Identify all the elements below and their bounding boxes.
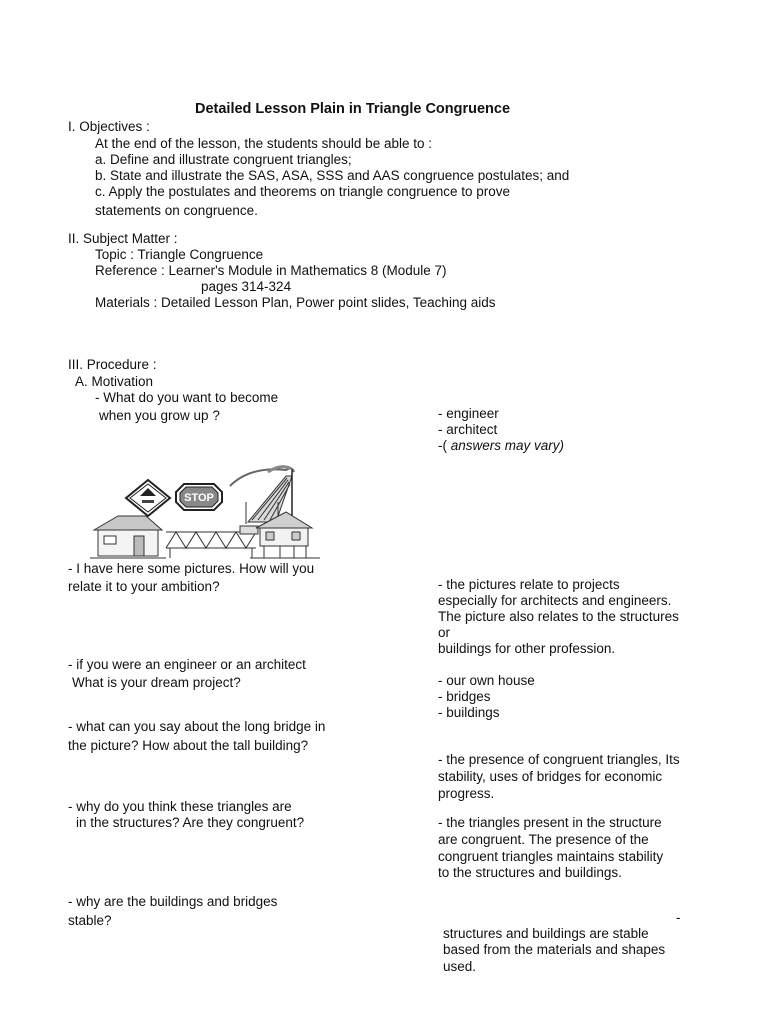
subject-pages: pages 314-324 [201, 279, 292, 294]
warning-sign-icon [126, 480, 170, 516]
objective-c: c. Apply the postulates and theorems on triangle congruence to prove [95, 184, 511, 199]
subject-topic: Topic : Triangle Congruence [95, 247, 264, 262]
student-line: congruent triangles maintains stability [438, 849, 664, 864]
student-line: to the structures and buildings. [438, 865, 622, 880]
student-line: buildings for other profession. [438, 641, 616, 656]
teacher-line: - why do you think these triangles are [68, 799, 292, 814]
objective-b: b. State and illustrate the SAS, ASA, SSS and AAS congruence postulates; and [95, 168, 570, 183]
subject-materials: Materials : Detailed Lesson Plan, Power point slides, Teaching aids [95, 295, 496, 310]
truss-bridge-icon [166, 526, 258, 558]
student-line: structures and buildings are stable [443, 926, 649, 941]
house-icon [90, 516, 166, 558]
student-line: The picture also relates to the structures [438, 609, 679, 624]
procedure-heading: III. Procedure : [68, 357, 157, 372]
stop-sign-icon [176, 484, 222, 510]
objective-c-continued: statements on congruence. [95, 203, 258, 218]
student-line: - [676, 910, 681, 925]
student-line: - the pictures relate to projects [438, 577, 620, 592]
student-line: - engineer [438, 406, 499, 421]
page-title: Detailed Lesson Plain in Triangle Congruence [195, 101, 511, 117]
student-line: especially for architects and engineers. [438, 593, 672, 608]
student-line: -( answers may vary) [438, 438, 565, 453]
student-line: used. [443, 959, 477, 974]
student-line: or [438, 625, 451, 640]
teacher-line: - if you were an engineer or an architect [68, 657, 306, 672]
teacher-line: relate it to your ambition? [68, 579, 220, 594]
teacher-line: in the structures? Are they congruent? [76, 815, 305, 830]
student-line: - the presence of congruent triangles, Its [438, 752, 680, 767]
student-line: stability, uses of bridges for economic [438, 769, 663, 784]
stop-sign-text: STOP [184, 492, 214, 504]
teacher-line: - why are the buildings and bridges [68, 894, 278, 909]
objective-a: a. Define and illustrate congruent triangles; [95, 152, 352, 167]
teacher-line: when you grow up ? [99, 408, 220, 423]
student-line: - bridges [438, 689, 491, 704]
teacher-line: - What do you want to become [95, 390, 279, 405]
student-line: - the triangles present in the structure [438, 815, 662, 830]
student-line: - our own house [438, 673, 535, 688]
objectives-intro: At the end of the lesson, the students should be able to : [95, 136, 432, 151]
teacher-line: - what can you say about the long bridge in [68, 719, 326, 734]
student-note-italic: answers may vary) [450, 438, 565, 453]
structures-illustration [80, 462, 338, 562]
teacher-line: What is your dream project? [72, 675, 241, 690]
teacher-line: - I have here some pictures. How will you [68, 561, 315, 576]
student-line: - buildings [438, 705, 500, 720]
student-line: progress. [438, 786, 495, 801]
subject-matter-heading: II. Subject Matter : [68, 231, 178, 246]
subject-reference: Reference : Learner's Module in Mathematics 8 (Module 7) [95, 263, 447, 278]
motivation-heading: A. Motivation [75, 374, 154, 389]
student-line: based from the materials and shapes [443, 942, 666, 957]
objectives-heading: I. Objectives : [68, 119, 150, 134]
student-line: are congruent. The presence of the [438, 832, 649, 847]
teacher-line: the picture? How about the tall building? [68, 738, 309, 753]
teacher-line: stable? [68, 913, 112, 928]
student-line: - architect [438, 422, 498, 437]
